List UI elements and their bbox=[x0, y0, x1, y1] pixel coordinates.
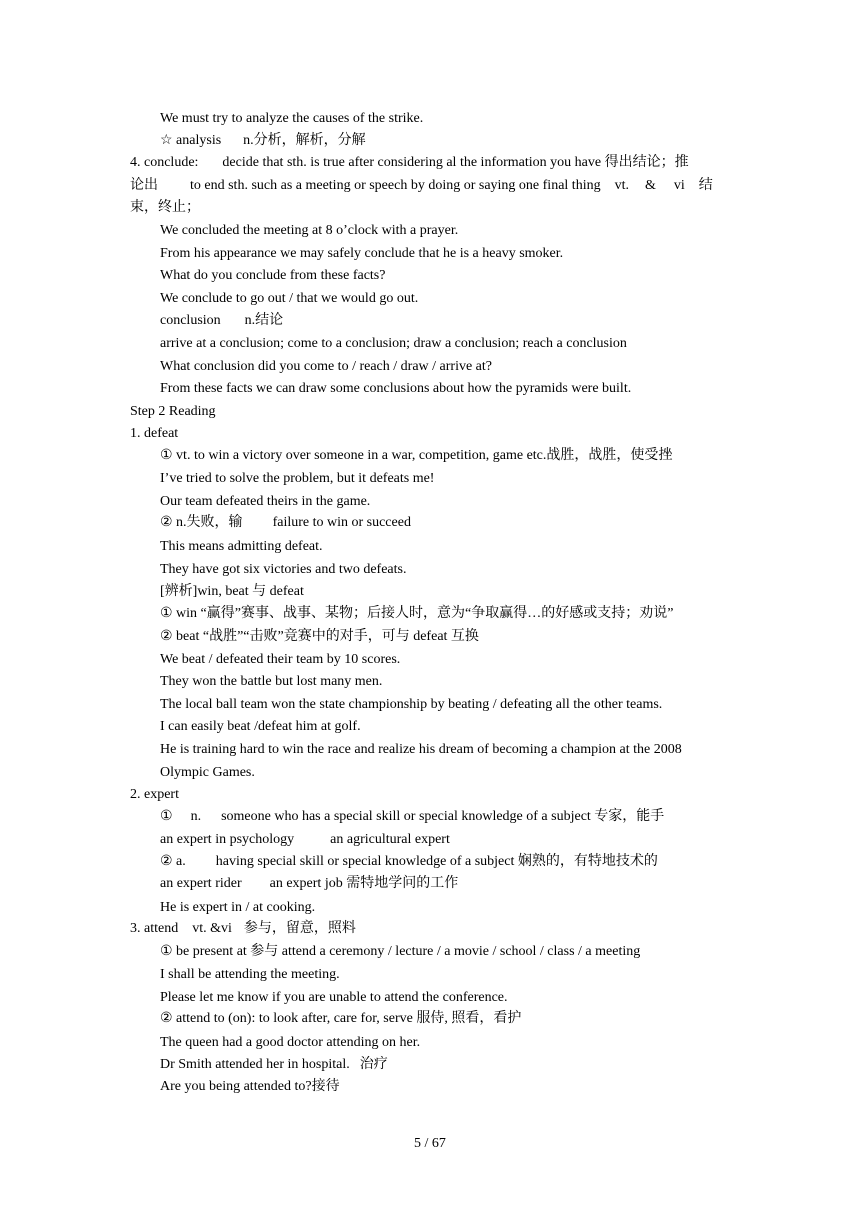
example-sentence: I can easily beat /defeat him at golf. bbox=[160, 719, 361, 734]
example-sentence: They won the battle but lost many men. bbox=[160, 674, 383, 689]
text-line: an expert rider an expert job 需特地学问的工作 bbox=[160, 876, 459, 891]
example-sentence: The queen had a good doctor attending on her. bbox=[160, 1035, 421, 1050]
text-line: 论出 to end sth. such as a meeting or speech by doing or saying one final thing vt. & vi 结 bbox=[130, 178, 713, 193]
example-sentence: We concluded the meeting at 8 o’clock with a prayer. bbox=[160, 223, 459, 238]
text-line: ☆ analysis n.分析，解析，分解 bbox=[160, 133, 366, 148]
entry-heading: 1. defeat bbox=[130, 426, 179, 441]
definition-line: ① vt. to win a victory over someone in a war, competition, game etc.战胜，战胜，使受挫 bbox=[160, 448, 673, 463]
definition-line: ② a. having special skill or special knowledge of a subject 娴熟的，有特地技术的 bbox=[160, 854, 658, 869]
page-number: 5 / 67 bbox=[414, 1136, 446, 1151]
section-heading: Step 2 Reading bbox=[130, 404, 216, 419]
text-line: We must try to analyze the causes of the strike. bbox=[160, 111, 424, 126]
text-line: conclusion n.结论 bbox=[160, 313, 284, 328]
example-sentence: We conclude to go out / that we would go out. bbox=[160, 291, 419, 306]
example-sentence: Olympic Games. bbox=[160, 765, 255, 780]
note-line: ② beat “战胜”“击败”竞赛中的对手，可与 defeat 互换 bbox=[160, 629, 479, 644]
text-line: an expert in psychology an agricultural expert bbox=[160, 832, 450, 847]
example-sentence: This means admitting defeat. bbox=[160, 539, 323, 554]
note-line: [辨析]win, beat 与 defeat bbox=[160, 584, 304, 599]
example-sentence: Our team defeated theirs in the game. bbox=[160, 494, 371, 509]
example-sentence: We beat / defeated their team by 10 scores. bbox=[160, 652, 401, 667]
example-sentence: The local ball team won the state championship by beating / defeating all the other teams. bbox=[160, 697, 663, 712]
example-sentence: They have got six victories and two defeats. bbox=[160, 562, 407, 577]
example-sentence: From his appearance we may safely conclude that he is a heavy smoker. bbox=[160, 246, 564, 261]
example-sentence: He is training hard to win the race and realize his dream of becoming a champion at the 2008 bbox=[160, 742, 682, 757]
example-sentence: From these facts we can draw some conclusions about how the pyramids were built. bbox=[160, 381, 632, 396]
definition-line: ① be present at 参与 attend a ceremony / lecture / a movie / school / class / a meeting bbox=[160, 944, 641, 959]
text-line: 束，终止； bbox=[130, 200, 200, 215]
example-sentence: I’ve tried to solve the problem, but it defeats me! bbox=[160, 471, 435, 486]
definition-line: ② attend to (on): to look after, care for, serve 服侍, 照看，看护 bbox=[160, 1011, 522, 1026]
entry-heading: 2. expert bbox=[130, 787, 179, 802]
entry-heading: 4. conclude: decide that sth. is true after considering al the information you have 得出结论；推 bbox=[130, 155, 689, 170]
example-sentence: arrive at a conclusion; come to a conclusion; draw a conclusion; reach a conclusion bbox=[160, 336, 627, 351]
entry-heading: 3. attend vt. &vi 参与，留意，照料 bbox=[130, 921, 356, 936]
definition-line: ② n.失败，输 failure to win or succeed bbox=[160, 515, 411, 530]
definition-line: ① n. someone who has a special skill or special knowledge of a subject 专家，能手 bbox=[160, 809, 665, 824]
example-sentence: He is expert in / at cooking. bbox=[160, 900, 316, 915]
example-sentence: I shall be attending the meeting. bbox=[160, 967, 340, 982]
star-icon-term: ☆ analysis bbox=[160, 133, 222, 148]
note-line: ① win “赢得”赛事、战事、某物；后接人时，意为“争取赢得…的好感或支持；劝说” bbox=[160, 606, 674, 621]
example-sentence: Dr Smith attended her in hospital. 治疗 bbox=[160, 1057, 388, 1072]
example-sentence: Please let me know if you are unable to attend the conference. bbox=[160, 990, 508, 1005]
example-sentence: What conclusion did you come to / reach / draw / arrive at? bbox=[160, 359, 492, 374]
example-sentence: Are you being attended to?接待 bbox=[160, 1079, 340, 1094]
example-sentence: What do you conclude from these facts? bbox=[160, 268, 386, 283]
